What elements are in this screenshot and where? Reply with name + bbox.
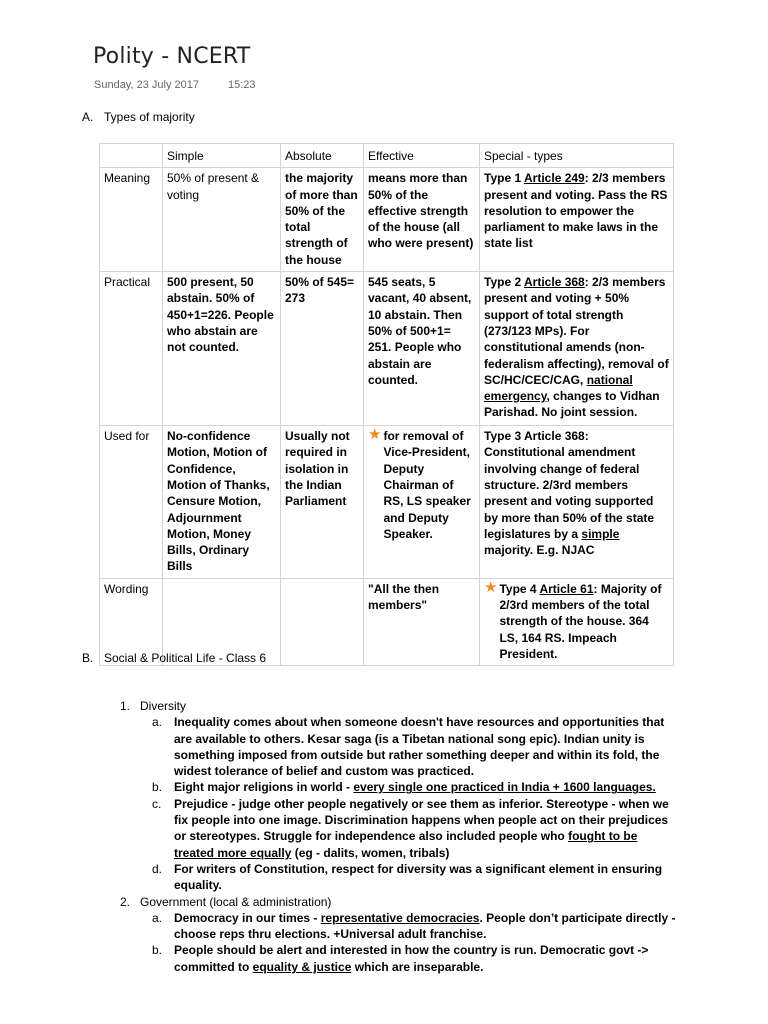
text-segment: (eg - dalits, women, tribals): [291, 845, 450, 860]
table-cell: [480, 578, 674, 665]
list-letter: a.: [152, 910, 163, 925]
list-item: [120, 894, 680, 910]
header-cell: Absolute: [281, 144, 364, 168]
text-segment: People should be alert and interested in how the country is run. Democratic govt -> committed to: [174, 943, 649, 974]
table-cell: 50% of 545= 273: [281, 272, 364, 426]
list-title: Diversity: [140, 699, 187, 713]
list-letter: b.: [152, 780, 163, 795]
table-cell: [480, 168, 674, 272]
text-segment: which are inseparable.: [351, 959, 484, 974]
section-b-title: Social & Political Life - Class 6: [104, 651, 267, 665]
list-item: [120, 698, 680, 714]
table-header-row: [100, 144, 674, 168]
list-letter: a.: [152, 715, 163, 730]
list-item: [152, 779, 680, 795]
table-cell: 545 seats, 5 vacant, 40 absent, 10 abstain. Then 50% of 500+1= 251. People who abstain are counted.: [364, 272, 480, 426]
header-cell: Special - types: [480, 144, 674, 168]
underlined-text: every single one practiced in India + 1600 languages.: [353, 780, 656, 795]
special-text: Type 3 Article 368: Constitutional amendment involving change of federal structure. 2/3rd members present and voting supported by more than 50% of the state legislatures by a: [484, 429, 655, 541]
page-time: 15:23: [228, 79, 256, 91]
list-text: Inequality comes about when someone doesn't have resources and opportunities that are available to others. Kesar saga (is a Tibetan national song epic). Indian unity is something imposed from outside but rather something deeper and within its fold, the widest tolerance of belief and custom was practiced.: [174, 715, 665, 779]
row-label: Meaning: [100, 168, 163, 272]
text-segment: Prejudice - judge other people negatively or see them as inferior. Stereotype - when we fix people into one image. Discrimination happens when people act on their prejudices or stereotypes. Struggle for independence also included people who: [174, 796, 669, 844]
special-text: : 2/3 members present and voting. Pass the RS resolution to empower the parliament to make laws in the state list: [484, 171, 668, 251]
star-cell-text: [499, 581, 669, 662]
text-segment: Eight major religions in world -: [174, 780, 354, 795]
majority-table: [99, 143, 674, 666]
list-text: [174, 910, 680, 943]
section-a-title: Types of majority: [104, 110, 195, 124]
section-a-marker: A.: [82, 110, 94, 124]
list-item: [152, 942, 680, 975]
header-cell: Simple: [163, 144, 281, 168]
notes-list: [120, 698, 680, 975]
section-b-heading: [82, 651, 266, 665]
table-cell: means more than 50% of the effective strength of the house (all who were present): [364, 168, 480, 272]
text-segment: Democracy in our times -: [174, 910, 321, 925]
underlined-text: representative democracies: [320, 910, 480, 925]
special-type-label: Type 1: [484, 171, 522, 186]
article-link[interactable]: Article 61: [539, 581, 594, 596]
table-cell: No-confidence Motion, Motion of Confidence, Motion of Thanks, Censure Motion, Adjournment Motion, Money Bills, Ordinary Bills: [163, 426, 281, 579]
underlined-text: fought to be treated more equally: [174, 829, 638, 860]
list-item: [152, 861, 680, 894]
list-text: [174, 942, 680, 975]
text-segment: . People don’t participate directly - choose reps thru elections. +Universal adult franchise.: [174, 910, 676, 942]
table-cell: [480, 272, 674, 426]
list-text: [174, 796, 680, 861]
list-text: [174, 779, 680, 795]
underlined-text: simple: [581, 526, 620, 541]
row-label: Practical: [100, 272, 163, 426]
underlined-text: equality & justice: [252, 959, 352, 974]
star-icon: ★: [484, 578, 498, 596]
page-date: Sunday, 23 July 2017: [94, 79, 199, 91]
header-cell: [100, 144, 163, 168]
list-item: [152, 714, 680, 779]
table-cell: 50% of present & voting: [163, 168, 281, 272]
special-type-label: Type 4: [499, 581, 537, 596]
table-cell: 500 present, 50 abstain. 50% of 450+1=226. People who abstain are not counted.: [163, 272, 281, 426]
row-label: Wording: [100, 578, 163, 665]
article-link[interactable]: Article 249: [524, 171, 585, 186]
list-letter: c.: [152, 796, 162, 811]
special-text: : 2/3 members present and voting + 50% support of total strength (273/123 MPs). For constitutional amends (non-federalism affecting), removal of SC/HC/CEC/CAG,: [484, 275, 669, 387]
table-cell: [480, 426, 674, 579]
table-row: [100, 272, 674, 426]
list-item: [152, 796, 680, 861]
special-text: , changes to Vidhan Parishad. No joint session.: [484, 389, 660, 420]
star-icon: ★: [368, 426, 382, 444]
table-cell: "All the then members": [364, 578, 480, 665]
star-cell-text: for removal of Vice-President, Deputy Chairman of RS, LS speaker and Deputy Speaker.: [383, 429, 471, 541]
list-number: 2.: [120, 894, 131, 909]
list-letter: b.: [152, 943, 163, 958]
table-cell: the majority of more than 50% of the total strength of the house: [281, 168, 364, 272]
section-a-heading: [82, 110, 195, 124]
header-cell: Effective: [364, 144, 480, 168]
list-letter: d.: [152, 861, 163, 876]
table-cell: [281, 578, 364, 665]
table-cell: Usually not required in isolation in the Indian Parliament: [281, 426, 364, 579]
special-text: majority. E.g. NJAC: [484, 543, 595, 558]
table-row: [100, 426, 674, 579]
page-title: Polity - NCERT: [93, 44, 251, 69]
special-text: : Majority of 2/3rd members of the total strength of the house. 364 LS, 164 RS. Impeach President.: [499, 581, 662, 661]
table-cell: [364, 426, 480, 579]
underlined-text: national emergency: [484, 372, 633, 404]
list-title: Government (local & administration): [140, 894, 332, 909]
section-b-marker: B.: [82, 651, 94, 665]
list-number: 1.: [120, 699, 131, 713]
table-row: [100, 168, 674, 272]
article-link[interactable]: Article 368: [524, 275, 585, 290]
list-text: For writers of Constitution, respect for diversity was a significant element in ensuring equality.: [174, 861, 663, 893]
row-label: Used for: [100, 426, 163, 579]
list-item: [152, 910, 680, 943]
special-type-label: Type 2: [484, 275, 522, 290]
